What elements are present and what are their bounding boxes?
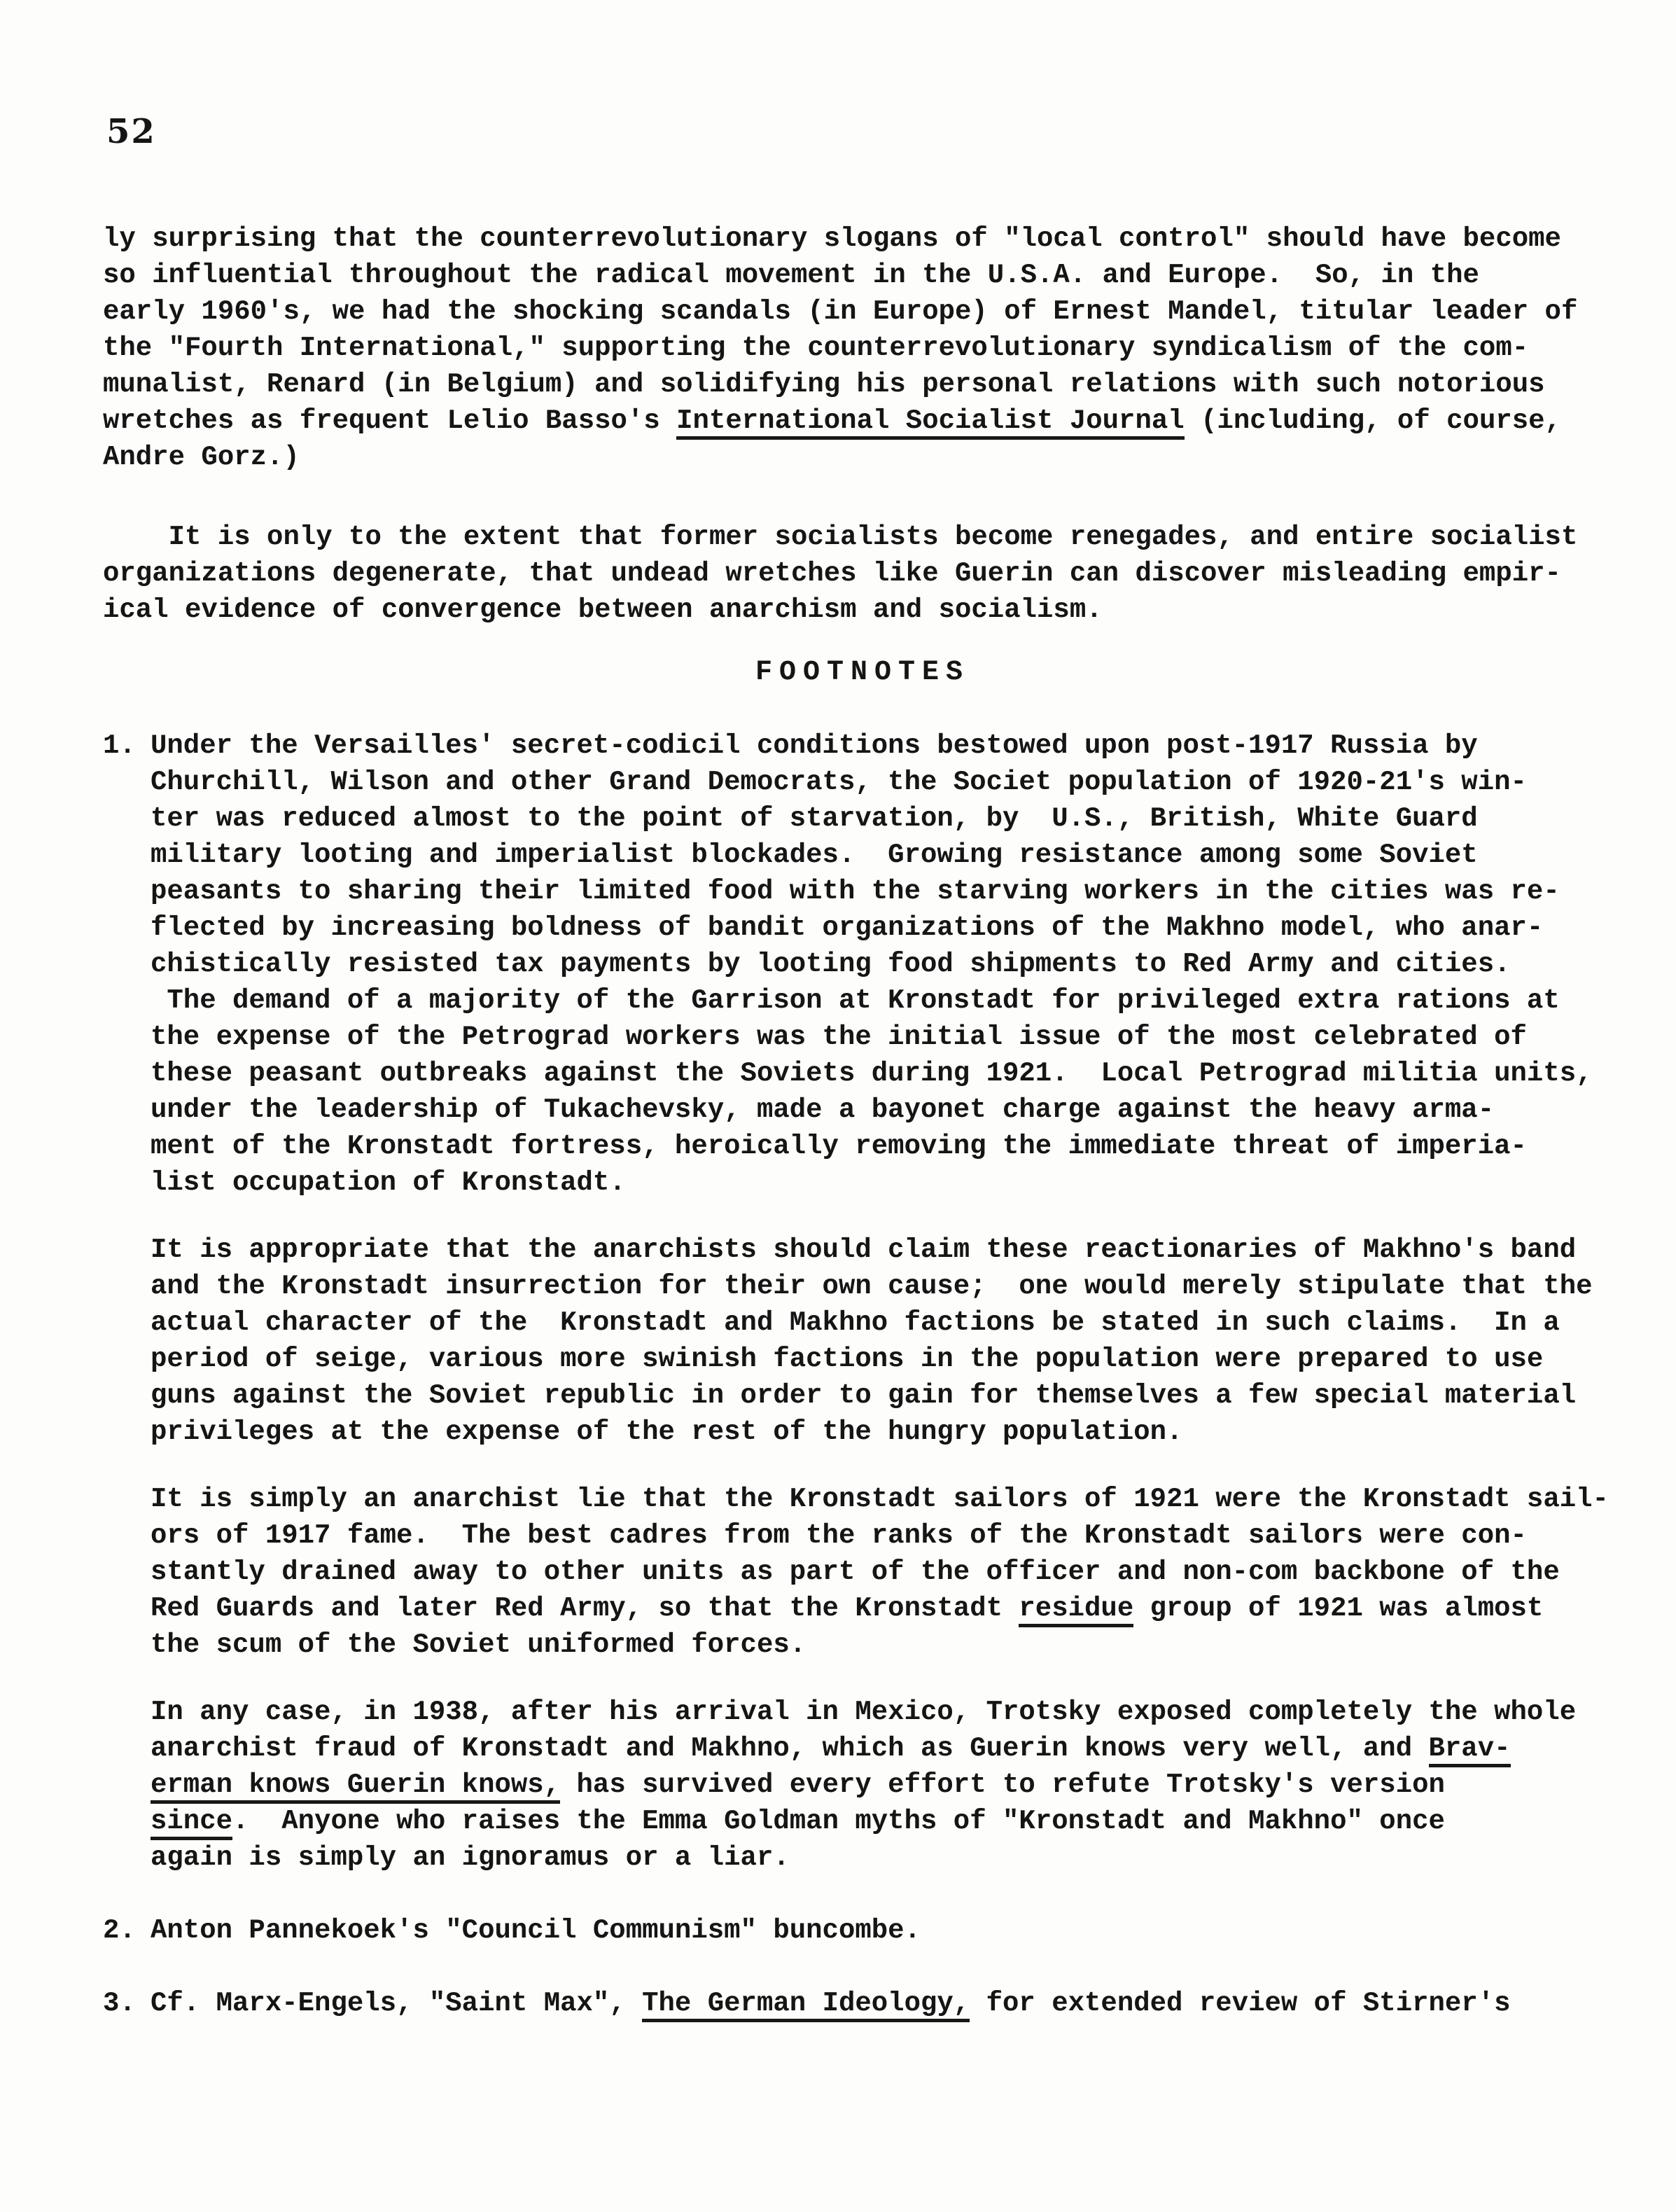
text-segment: military looting and imperialist blockades. Growing resistance among some Soviet — [151, 840, 1478, 870]
text-segment: chistically resisted tax payments by looting food shipments to Red Army and cities. — [151, 949, 1511, 980]
text-segment: guns against the Soviet republic in order to gain for themselves a few special material — [151, 1380, 1577, 1411]
text-line — [151, 1590, 1622, 1627]
text-line — [151, 837, 1622, 873]
footnote-body — [151, 728, 1622, 1876]
text-line — [151, 1232, 1622, 1268]
text-segment: . Anyone who raises the Emma Goldman myths of "Kronstadt and Makhno" once — [232, 1806, 1445, 1837]
text-segment: early 1960's, we had the shocking scandals (in Europe) of Ernest Mandel, titular leader of — [103, 296, 1578, 327]
footnote-paragraph — [151, 1481, 1622, 1663]
text-line — [151, 764, 1622, 800]
text-line — [151, 1554, 1622, 1590]
text-segment: peasants to sharing their limited food with the starving workers in the cities was re- — [151, 876, 1560, 907]
underlined-text: The German Ideology, — [642, 1988, 970, 2022]
text-line — [151, 1627, 1622, 1663]
text-segment: Anton Pannekoek's "Council Communism" buncombe. — [151, 1915, 921, 1946]
text-segment: ical evidence of convergence between anarchism and socialism. — [103, 594, 1103, 625]
text-line — [151, 1414, 1622, 1450]
footnote-number: 1. — [103, 730, 136, 761]
body-paragraph — [103, 519, 1622, 628]
footnote-paragraph — [151, 1985, 1622, 2022]
underlined-text: since — [151, 1806, 232, 1840]
text-line — [151, 1055, 1622, 1092]
text-segment: It is appropriate that the anarchists should claim these reactionaries of Makhno's band — [151, 1234, 1577, 1265]
text-segment: has survived every effort to refute Trotsky's version — [560, 1769, 1445, 1800]
footnote-paragraph — [151, 1912, 1622, 1949]
text-line — [151, 1912, 1622, 1949]
underlined-text: Brav- — [1429, 1733, 1511, 1767]
text-segment: (including, of course, — [1184, 405, 1561, 436]
text-line — [151, 1092, 1622, 1128]
text-line — [103, 221, 1622, 257]
text-segment: Andre Gorz.) — [103, 442, 300, 473]
text-segment: ter was reduced almost to the point of starvation, by U.S., British, White Guard — [151, 803, 1478, 834]
footnote-number: 3. — [103, 1988, 136, 2019]
text-segment: under the leadership of Tukachevsky, made a bayonet charge against the heavy arma- — [151, 1094, 1495, 1125]
text-line — [103, 403, 1622, 439]
text-segment: period of seige, various more swinish factions in the population were prepared to use — [151, 1344, 1544, 1375]
text-line — [151, 1730, 1622, 1767]
body-paragraph — [103, 221, 1622, 475]
text-segment: ment of the Kronstadt fortress, heroically removing the immediate threat of imperia- — [151, 1131, 1527, 1162]
text-line — [151, 1377, 1622, 1414]
text-segment: ly surprising that the counterrevolutionary slogans of "local control" should have become — [103, 223, 1561, 254]
footnote-body — [151, 1912, 1622, 1949]
text-line — [151, 1839, 1622, 1876]
footnotes-heading: FOOTNOTES — [755, 657, 970, 688]
text-segment: anarchist fraud of Kronstadt and Makhno, which as Guerin knows very well, and — [151, 1733, 1429, 1764]
text-line — [151, 1985, 1622, 2022]
text-segment: It is only to the extent that former socialists become renegades, and entire socialist — [103, 522, 1578, 552]
footnote-body — [151, 1985, 1622, 2022]
text-line — [151, 728, 1622, 764]
text-line — [151, 1517, 1622, 1554]
text-line — [103, 439, 1622, 475]
text-line — [103, 519, 1622, 555]
text-segment: privileges at the expense of the rest of the hungry population. — [151, 1417, 1183, 1447]
underlined-text: erman knows Guerin knows, — [151, 1769, 560, 1804]
underlined-text: residue — [1019, 1593, 1133, 1627]
text-line — [151, 1694, 1622, 1730]
text-line — [103, 257, 1622, 293]
text-segment: the expense of the Petrograd workers was the initial issue of the most celebrated of — [151, 1022, 1527, 1052]
footnote-paragraph — [151, 1694, 1622, 1876]
text-line — [151, 910, 1622, 946]
text-line — [151, 1019, 1622, 1055]
text-segment: the "Fourth International," supporting the counterrevolutionary syndicalism of the com- — [103, 333, 1529, 363]
text-segment: wretches as frequent Lelio Basso's — [103, 405, 677, 436]
text-line — [151, 1128, 1622, 1164]
text-segment: list occupation of Kronstadt. — [151, 1167, 626, 1198]
text-segment: for extended review of Stirner's — [970, 1988, 1511, 2019]
text-line — [151, 1767, 1622, 1803]
text-line — [151, 1341, 1622, 1377]
text-segment: Churchill, Wilson and other Grand Democrats, the Societ population of 1920-21's win- — [151, 767, 1527, 798]
text-segment: It is simply an anarchist lie that the Kronstadt sailors of 1921 were the Kronstadt sail- — [151, 1484, 1609, 1515]
text-line — [151, 982, 1622, 1019]
text-segment: ors of 1917 fame. The best cadres from the ranks of the Kronstadt sailors were con- — [151, 1520, 1527, 1551]
text-segment: stantly drained away to other units as part of the officer and non-com backbone of the — [151, 1557, 1560, 1587]
text-line — [103, 293, 1622, 330]
underlined-text: International Socialist Journal — [676, 405, 1185, 440]
text-line — [103, 555, 1622, 592]
text-segment: again is simply an ignoramus or a liar. — [151, 1842, 790, 1873]
text-line — [151, 946, 1622, 982]
text-segment: flected by increasing boldness of bandit organizations of the Makhno model, who anar- — [151, 912, 1544, 943]
text-line — [151, 1305, 1622, 1341]
text-line — [151, 800, 1622, 837]
footnote-paragraph — [151, 728, 1622, 1201]
text-line — [151, 1803, 1622, 1839]
footnote-item — [103, 1912, 1622, 1949]
text-line — [151, 1481, 1622, 1517]
text-segment: the scum of the Soviet uniformed forces. — [151, 1629, 806, 1660]
text-line — [151, 1268, 1622, 1305]
footnote-number: 2. — [103, 1915, 136, 1946]
text-line — [103, 366, 1622, 403]
text-segment: these peasant outbreaks against the Soviets during 1921. Local Petrograd militia units, — [151, 1058, 1593, 1089]
footnote-paragraph — [151, 1232, 1622, 1450]
text-line — [151, 1164, 1622, 1201]
text-segment: Cf. Marx-Engels, "Saint Max", — [151, 1988, 643, 2019]
text-segment: In any case, in 1938, after his arrival in Mexico, Trotsky exposed completely the whole — [151, 1697, 1577, 1727]
page-number: 52 — [106, 112, 156, 151]
text-segment: organizations degenerate, that undead wretches like Guerin can discover misleading empir- — [103, 558, 1561, 589]
footnote-item — [103, 728, 1622, 1876]
text-line — [103, 592, 1622, 628]
text-line — [151, 873, 1622, 910]
text-segment: and the Kronstadt insurrection for their own cause; one would merely stipulate that the — [151, 1271, 1593, 1302]
text-segment: Under the Versailles' secret-codicil conditions bestowed upon post-1917 Russia by — [151, 730, 1478, 761]
text-segment: The demand of a majority of the Garrison at Kronstadt for privileged extra rations at — [151, 985, 1560, 1016]
text-line — [103, 330, 1622, 366]
text-segment: actual character of the Kronstadt and Makhno factions be stated in such claims. In a — [151, 1307, 1560, 1338]
footnote-item — [103, 1985, 1622, 2022]
text-segment: munalist, Renard (in Belgium) and solidifying his personal relations with such notorious — [103, 369, 1545, 400]
text-segment: group of 1921 was almost — [1133, 1593, 1544, 1624]
page-content — [103, 221, 1622, 2022]
footnotes-list — [103, 728, 1622, 2022]
text-segment: so influential throughout the radical movement in the U.S.A. and Europe. So, in the — [103, 260, 1479, 291]
text-segment: Red Guards and later Red Army, so that the Kronstadt — [151, 1593, 1019, 1624]
